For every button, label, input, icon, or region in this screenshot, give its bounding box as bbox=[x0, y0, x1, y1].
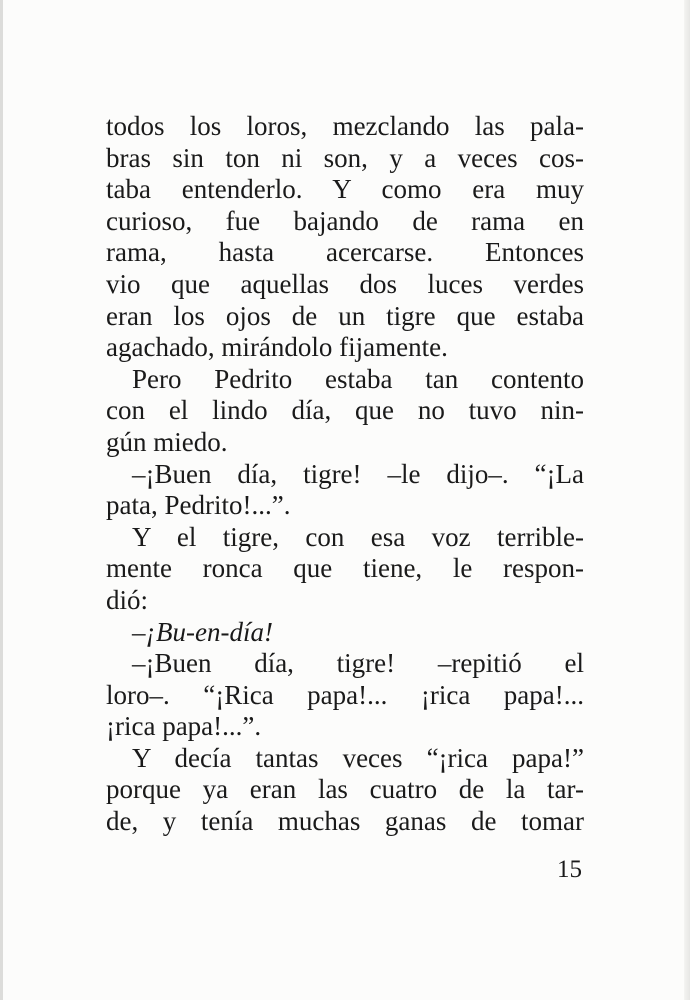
text-line: bras sin ton ni son, y a veces cos- bbox=[106, 142, 584, 173]
text-line: Pero Pedrito estaba tan contento bbox=[132, 363, 584, 394]
text-line: taba entenderlo. Y como era muy bbox=[106, 174, 584, 205]
text-line: –¡Buen día, tigre! –repitió el bbox=[132, 648, 584, 679]
text-line: porque ya eran las cuatro de la tar- bbox=[106, 774, 584, 805]
page-number: 15 bbox=[557, 856, 582, 883]
text-line: de, y tenía muchas ganas de tomar bbox=[106, 806, 584, 837]
text-line: con el lindo día, que no tuvo nin- bbox=[106, 395, 584, 426]
text-line: gún miedo. bbox=[106, 426, 228, 457]
text-line: rama, hasta acercarse. Entonces bbox=[106, 237, 584, 268]
text-line: todos los loros, mezclando las pala- bbox=[106, 111, 584, 141]
text-line: Y decía tantas veces “¡rica papa!” bbox=[132, 742, 584, 773]
text-line: mente ronca que tiene, le respon- bbox=[106, 553, 584, 584]
text-line: dió: bbox=[106, 584, 149, 615]
body-text bbox=[106, 111, 584, 838]
text-line: loro–. “¡Rica papa!... ¡rica papa!... bbox=[106, 679, 584, 710]
text-line: eran los ojos de un tigre que estaba bbox=[106, 300, 584, 331]
text-line: pata, Pedrito!...”. bbox=[106, 490, 291, 521]
text-line: Y el tigre, con esa voz terrible- bbox=[132, 521, 584, 552]
text-line: curioso, fue bajando de rama en bbox=[106, 205, 584, 236]
text-line: agachado, mirándolo fijamente. bbox=[106, 332, 448, 363]
text-line: vio que aquellas dos luces verdes bbox=[106, 268, 584, 299]
text-line: –¡Buen día, tigre! –le dijo–. “¡La bbox=[132, 458, 584, 489]
page-edge bbox=[684, 0, 690, 1000]
text-line: ¡rica papa!...”. bbox=[106, 711, 262, 742]
text-line: –¡Bu-en-día! bbox=[132, 616, 273, 647]
